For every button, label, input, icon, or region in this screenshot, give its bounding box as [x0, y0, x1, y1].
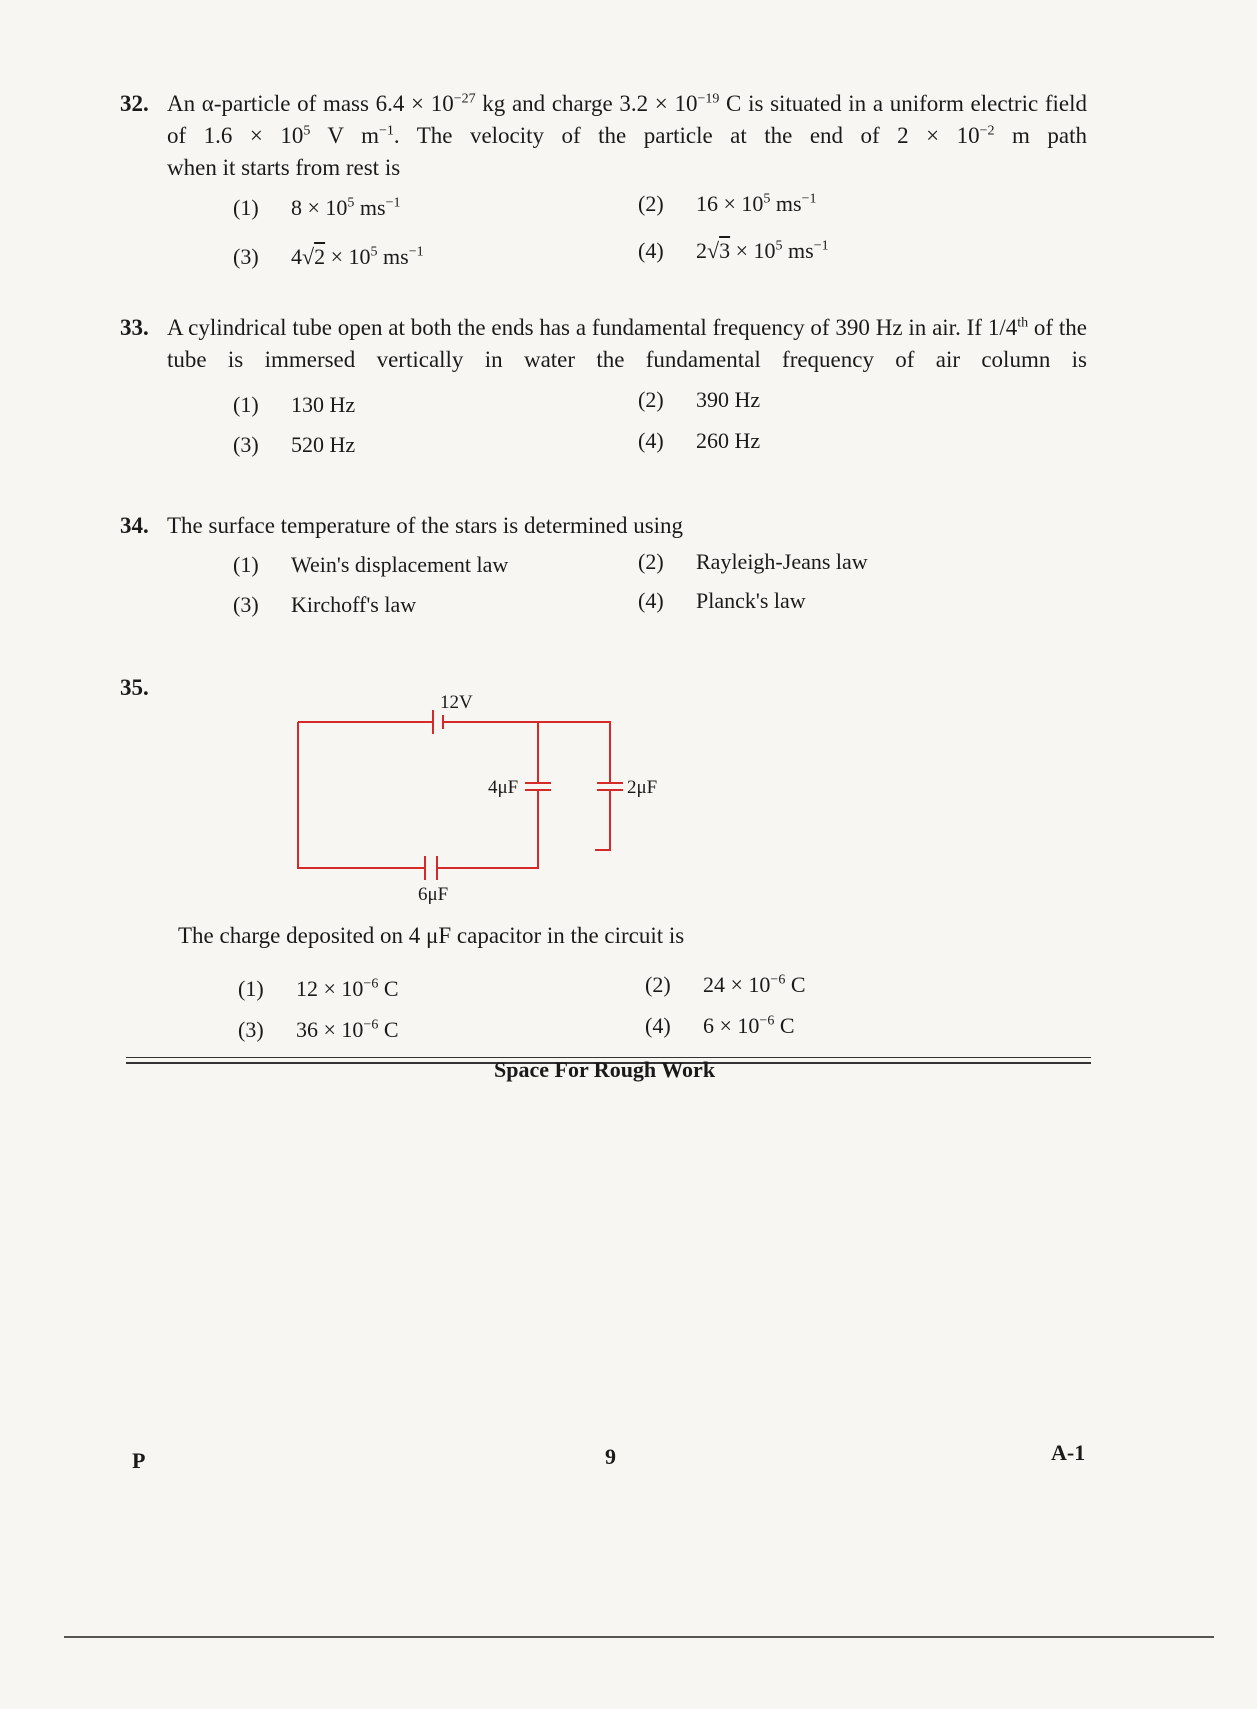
page-number: 9	[605, 1444, 616, 1469]
q35-option-3[interactable]: (3) $36 \times 10^{-6}$ C	[238, 1017, 399, 1042]
question-number: 32.	[120, 91, 149, 116]
question-34	[120, 510, 1090, 544]
question-33	[120, 312, 1090, 380]
q32-option-4[interactable]: (4) $2√3 \times 10^5$ $ms^{-1}$	[638, 238, 829, 263]
q34-option-4[interactable]: (4) Planck's law	[638, 588, 806, 613]
question-number: 33.	[120, 315, 149, 340]
footer-right-code: A-1	[1051, 1440, 1086, 1465]
question-number: 34.	[120, 513, 149, 538]
q35-option-2[interactable]: (2) $24 \times 10^{-6}$ C	[645, 972, 806, 997]
q32-option-3[interactable]: (3) $4√2 \times 10^5$ $ms^{-1}$	[233, 244, 424, 269]
q35-option-4[interactable]: (4) $6 \times 10^{-6}$ C	[645, 1013, 795, 1038]
rough-work-heading: Space For Rough Work	[494, 1057, 716, 1082]
question-stem: An α-particle of mass $6.4 \times 10^{-27}$ kg and charge $3.2 \times 10^{-19}$ C is situated in a uniform electric field of $1.6 \times 10^5$ V $m^{-1}$. The velocity of the particle at the end of $2 \times 10^{-2}$ m path	[167, 91, 1088, 148]
q34-option-1[interactable]: (1) Wein's displacement law	[233, 552, 509, 577]
question-35-stem: The charge deposited on 4 μF capacitor in the circuit is	[178, 923, 685, 948]
q35-option-1[interactable]: (1) $12 \times 10^{-6}$ C	[238, 976, 399, 1001]
wire-left	[298, 722, 425, 868]
question-32	[120, 88, 1090, 188]
question-stem-line3: when it starts from rest is	[167, 155, 401, 180]
q34-option-3[interactable]: (3) Kirchoff's law	[233, 592, 417, 617]
footer-left-mark: P	[132, 1448, 146, 1473]
q34-option-2[interactable]: (2) Rayleigh-Jeans law	[638, 549, 868, 574]
q33-option-1[interactable]: (1) 130 Hz	[233, 392, 356, 417]
q33-option-2[interactable]: (2) 390 Hz	[638, 387, 761, 412]
wire-top	[298, 722, 610, 735]
question-number: 35.	[120, 675, 149, 700]
wire-right	[595, 722, 610, 850]
label-battery: 12V	[440, 692, 473, 713]
page-bottom-rule	[64, 1636, 1214, 1638]
question-stem: The surface temperature of the stars is determined using	[167, 513, 684, 538]
q32-option-1[interactable]: (1) $8 \times 10^5$ $ms^{-1}$	[233, 195, 401, 220]
wire-bottom-right	[437, 790, 538, 868]
label-cap-2uf: 2μF	[627, 777, 658, 798]
question-stem: A cylindrical tube open at both the ends has a fundamental frequency of 390 Hz in air. If 1/4th of the tube is immersed vertically in water the fundamental frequency of air column is	[167, 315, 1088, 372]
label-cap-6uf: 6μF	[418, 884, 449, 905]
q33-option-3[interactable]: (3) 520 Hz	[233, 432, 356, 457]
label-cap-4uf: 4μF	[488, 777, 519, 798]
question-35	[120, 672, 220, 706]
q33-option-4[interactable]: (4) 260 Hz	[638, 428, 761, 453]
q32-option-2[interactable]: (2) $16 \times 10^5$ $ms^{-1}$	[638, 191, 817, 216]
